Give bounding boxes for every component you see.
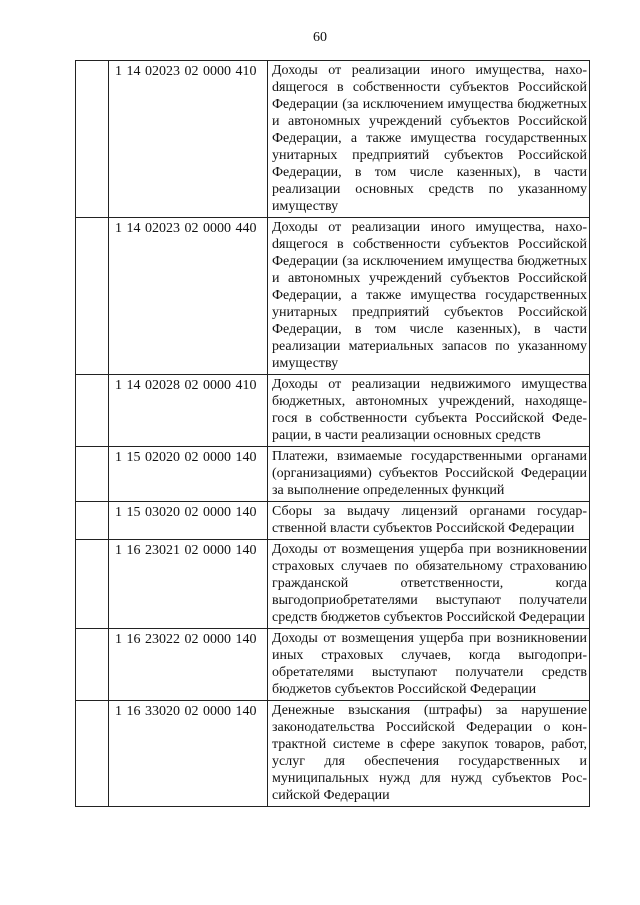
admin-code-cell [76,502,109,540]
revenue-description: Доходы от реализации недвижимого имущества бюджетных, автономных учреждений, находящегося в собственности субъекта Российской Федерации, в части реализации основных средств [268,375,590,447]
table-row [76,447,590,502]
budget-classification-code: 1 16 23021 02 0000 140 [109,540,268,629]
revenue-description: Сборы за выдачу лицензий органами государственной власти субъектов Российской Федерации [268,502,590,540]
revenue-description: Платежи, взимаемые государственными органами (организациями) субъектов Российской Федерации за выполнение определенных функций [268,447,590,502]
table-row [76,502,590,540]
admin-code-cell [76,540,109,629]
admin-code-cell [76,701,109,807]
admin-code-cell [76,375,109,447]
budget-classification-code: 1 15 02020 02 0000 140 [109,447,268,502]
table-row [76,629,590,701]
table-row [76,540,590,629]
budget-classification-code: 1 15 03020 02 0000 140 [109,502,268,540]
admin-code-cell [76,218,109,375]
budget-classification-code: 1 16 23022 02 0000 140 [109,629,268,701]
table-row [76,375,590,447]
table-row [76,701,590,807]
budget-classification-code: 1 14 02023 02 0000 440 [109,218,268,375]
table-row [76,61,590,218]
budget-classification-code: 1 14 02028 02 0000 410 [109,375,268,447]
revenue-description: Доходы от реализации иного имущества, нахоdящегося в собственности субъектов Российской Федерации (за исключением имущества бюджетных и автономных учреждений субъектов Российской Федерации, а также имущества государственных унитарных предприятий субъектов Российской Федерации, в том числе казенных), в части реализации основных средств по указанному имуществу [268,61,590,218]
admin-code-cell [76,629,109,701]
budget-classification-code: 1 16 33020 02 0000 140 [109,701,268,807]
budget-classification-code: 1 14 02023 02 0000 410 [109,61,268,218]
revenue-description: Доходы от возмещения ущерба при возникновении иных страховых случаев, когда выгодоприобретателями выступают получатели средств бюджетов субъектов Российской Федерации [268,629,590,701]
table-row [76,218,590,375]
admin-code-cell [76,61,109,218]
revenue-description: Доходы от реализации иного имущества, нахоdящегося в собственности субъектов Российской Федерации (за исключением имущества бюджетных и автономных учреждений субъектов Российской Федерации, а также имущества государственных унитарных предприятий субъектов Российской Федерации, в том числе казенных), в части реализации материальных запасов по указанному имуществу [268,218,590,375]
page-number: 60 [313,30,327,45]
revenue-codes-table [75,60,590,807]
revenue-description: Доходы от возмещения ущерба при возникновении страховых случаев по обязательному страхованию гражданской ответственности, когда выгодоприобретателями выступают получатели средств бюджетов субъектов Российской Федерации [268,540,590,629]
revenue-description: Денежные взыскания (штрафы) за нарушение законодательства Российской Федерации о контрактной системе в сфере закупок товаров, работ, услуг для обеспечения государственных и муниципальных нужд для нужд субъектов Российской Федерации [268,701,590,807]
admin-code-cell [76,447,109,502]
